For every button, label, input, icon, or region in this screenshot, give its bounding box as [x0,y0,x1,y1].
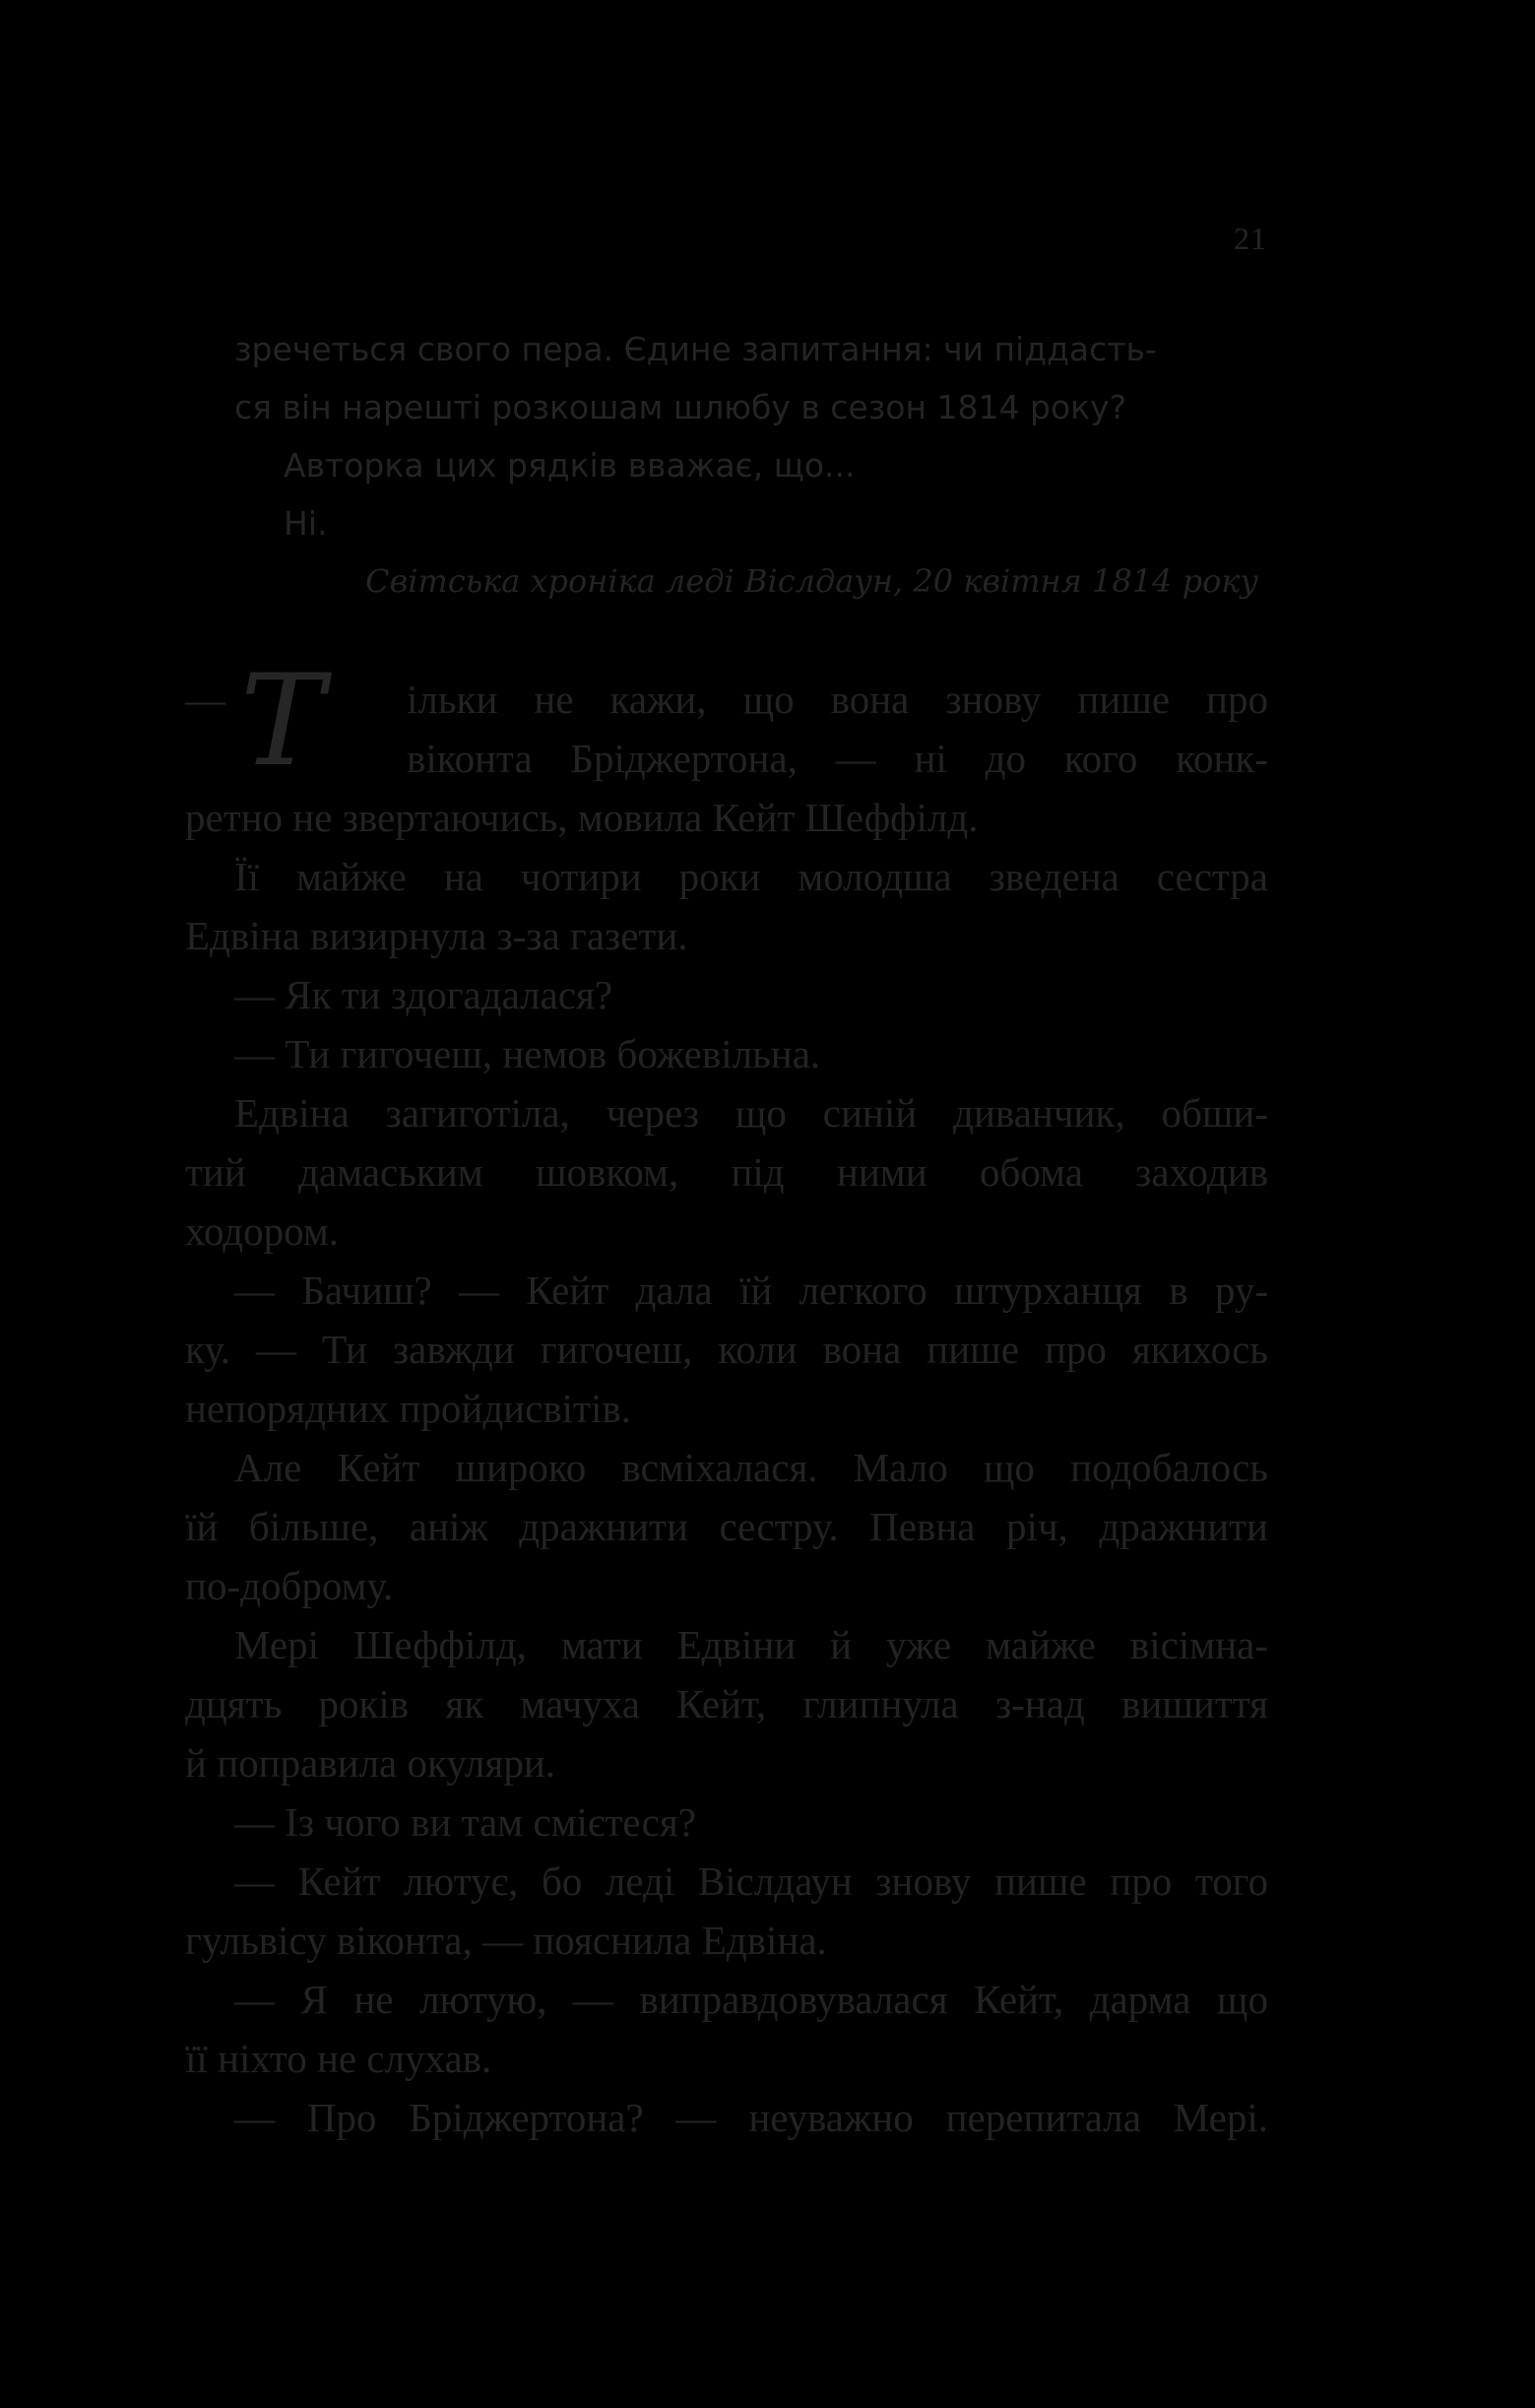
text-line: Але Кейт широко всміхалася. Мало що подобалось [234,1445,1268,1490]
text-line: ільки не кажи, що вона знову пише про [407,677,1268,722]
drop-cap-lines [407,670,1268,788]
text-line: Мері Шеффілд, мати Едвіни й уже майже вісімна- [234,1622,1268,1667]
text-line: — Про Бріджертона? — неуважно перепитала Мері. [234,2095,1268,2140]
drop-cap-letter: Т [240,648,325,795]
epigraph-line: Авторка цих рядків вважає, що... [284,446,856,485]
text-line: ходором. [185,1208,340,1254]
text-line: гульвісу віконта, — пояснила Едвіна. [185,1918,827,1963]
text-line: по-доброму. [185,1563,394,1608]
text-line: Едвіна визирнула з-за газети. [185,913,688,958]
text-line: їй більше, аніж дражнити сестру. Певна річ, дражнити [185,1504,1268,1549]
epigraph [234,320,1268,611]
opening-paragraph [185,648,1268,795]
text-line: непорядних пройдисвітів. [185,1386,631,1431]
dialogue-dash: — [185,677,225,722]
epigraph-line: зречеться свого пера. Єдине запитання: чи піддасть- [234,330,1157,368]
epigraph-line: ся він нарешті розкошам шлюбу в сезон 1814 року? [234,388,1127,426]
epigraph-signature: Світська хроніка леді Віслдаун, 20 квітня 1814 року [365,562,1258,600]
text-line: — Ти гигочеш, немов божевільна. [234,1031,821,1076]
text-line: — Із чого ви там смієтеся? [234,1799,696,1845]
text-line: її ніхто не слухав. [185,2036,492,2081]
text-line: тий дамаським шовком, під ними обома заходив [185,1149,1268,1195]
text-line: Її майже на чотири роки молодша зведена сестра [234,854,1268,899]
epigraph-line: Ні. [284,504,328,543]
text-line: Едвіна загиготіла, через що синій диванчик, обши- [234,1090,1268,1136]
text-line: віконта Бріджертона, — ні до кого конк- [407,736,1268,781]
text-line: — Як ти здогадалася? [234,972,613,1017]
text-line: ретно не звертаючись, мовила Кейт Шеффілд. [185,795,979,840]
page-number: 21 [1234,221,1267,256]
chapter-text [185,648,1268,2147]
text-line: — Кейт лютує, бо леді Віслдаун знову пише про того [234,1858,1268,1904]
text-line: й поправила окуляри. [185,1740,556,1786]
text-line: — Бачиш? — Кейт дала їй легкого штурханця в ру- [234,1268,1268,1313]
text-line: — Я не лютую, — виправдовувалася Кейт, дарма що [234,1977,1268,2022]
text-line: дцять років як мачуха Кейт, глипнула з-над вишиття [185,1681,1268,1726]
text-line: ку. — Ти завжди гигочеш, коли вона пише про якихось [185,1327,1268,1372]
